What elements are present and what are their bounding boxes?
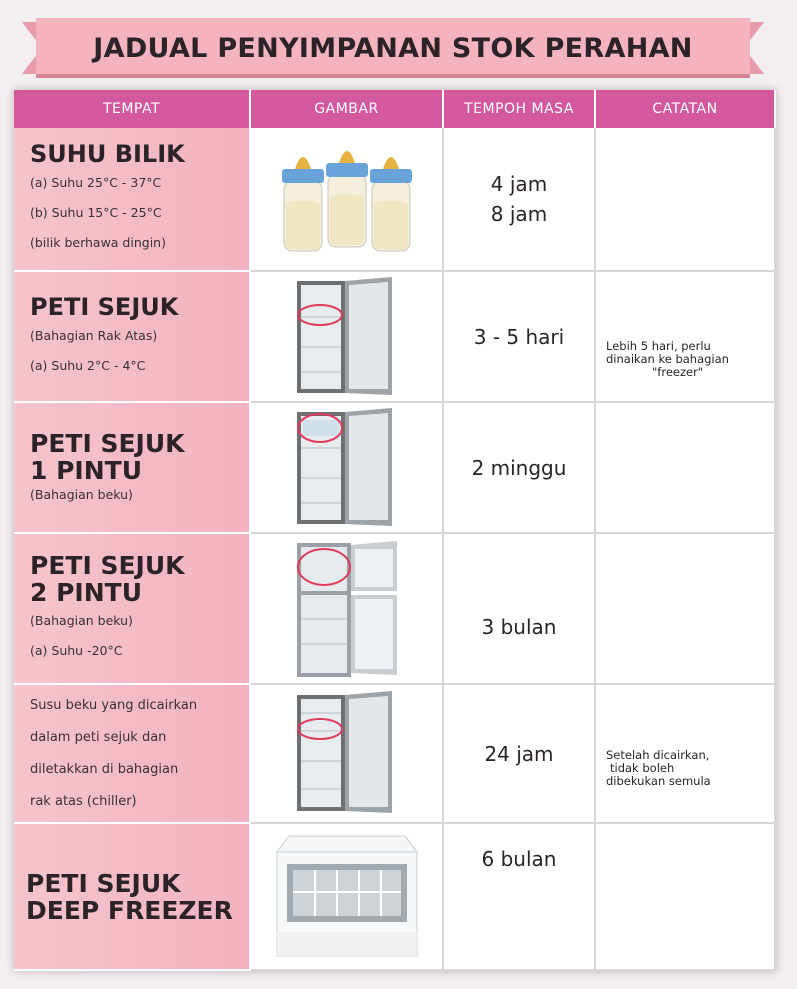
page-title: JADUAL PENYIMPANAN STOK PERAHAN [93,32,693,64]
note-cell [595,684,775,823]
image-cell [250,271,443,402]
fridge-two-door-icon [287,539,407,679]
note-cell [595,402,775,533]
place-line: (a) Suhu 25°C - 37°C [30,175,162,190]
note-line: "freezer" [652,365,704,379]
time-cell [443,533,595,684]
time-cell [443,402,595,533]
fridge-chiller-icon [292,691,402,816]
note-line: dinaikan ke bahagian [606,352,729,366]
time-cell [443,271,595,402]
note-cell [595,823,775,970]
time-value: 4 jam [490,172,548,196]
image-cell [250,402,443,533]
place-line: dalam peti sejuk dan [30,729,167,745]
table-row [14,533,775,684]
place-cell [14,402,250,533]
fridge-top-shelf-icon [292,277,402,397]
image-cell [250,823,443,970]
table-row [14,684,775,823]
note-cell [595,533,775,684]
place-line: Susu beku yang dicairkan [30,697,198,713]
time-value: 6 bulan [481,847,557,871]
image-cell [250,128,443,271]
place-title: 1 PINTU [30,455,142,485]
time-cell [443,128,595,271]
note-line: Setelah dicairkan, [606,748,710,762]
note-cell [595,128,775,271]
place-title: PETI SEJUK [30,292,179,321]
time-cell [443,823,595,970]
place-line: (a) Suhu -20°C [30,642,123,658]
table-row [14,271,775,402]
place-title: SUHU BILIK [30,140,185,168]
time-cell [443,684,595,823]
place-line: (b) Suhu 15°C - 25°C [30,205,162,220]
place-line: rak atas (chiller) [30,793,137,809]
table-row [14,128,775,271]
place-line: (bilik berhawa dingin) [30,235,166,250]
note-line: Lebih 5 hari, perlu [606,339,711,353]
header-catatan: CATATAN [595,90,775,128]
place-title: PETI SEJUK [30,550,185,580]
table-row [14,823,775,970]
time-value: 8 jam [490,202,548,226]
place-title: PETI SEJUK [30,428,185,458]
image-cell [250,533,443,684]
header-row [14,90,775,128]
note-line: tidak boleh [610,761,675,775]
place-line: diletakkan di bahagian [30,761,179,777]
image-cell [250,684,443,823]
place-cell [14,128,250,271]
chest-freezer-icon [267,832,427,962]
time-value: 3 bulan [481,614,557,639]
place-cell [14,271,250,402]
place-title: 2 PINTU [30,577,142,607]
place-line: (Bahagian beku) [30,612,133,628]
storage-table [14,90,776,971]
time-value: 3 - 5 hari [473,324,565,349]
place-line: (a) Suhu 2°C - 4°C [30,357,146,373]
fridge-one-door-icon [292,408,402,528]
header-tempat: TEMPAT [14,90,250,128]
place-cell [14,684,250,823]
table-row [14,402,775,533]
place-cell [14,823,250,970]
place-line: (Bahagian Rak Atas) [30,327,158,343]
header-gambar: GAMBAR [250,90,443,128]
milk-bottles-icon [272,139,422,259]
header-tempoh-masa: TEMPOH MASA [443,90,595,128]
place-title: DEEP FREEZER [26,895,233,925]
place-line: (Bahagian beku) [30,486,133,502]
place-cell [14,533,250,684]
title-banner [22,14,764,82]
note-cell [595,271,775,402]
time-value: 24 jam [484,741,554,766]
place-title: PETI SEJUK [26,868,181,898]
note-line: dibekukan semula [606,774,711,788]
time-value: 2 minggu [471,455,567,480]
